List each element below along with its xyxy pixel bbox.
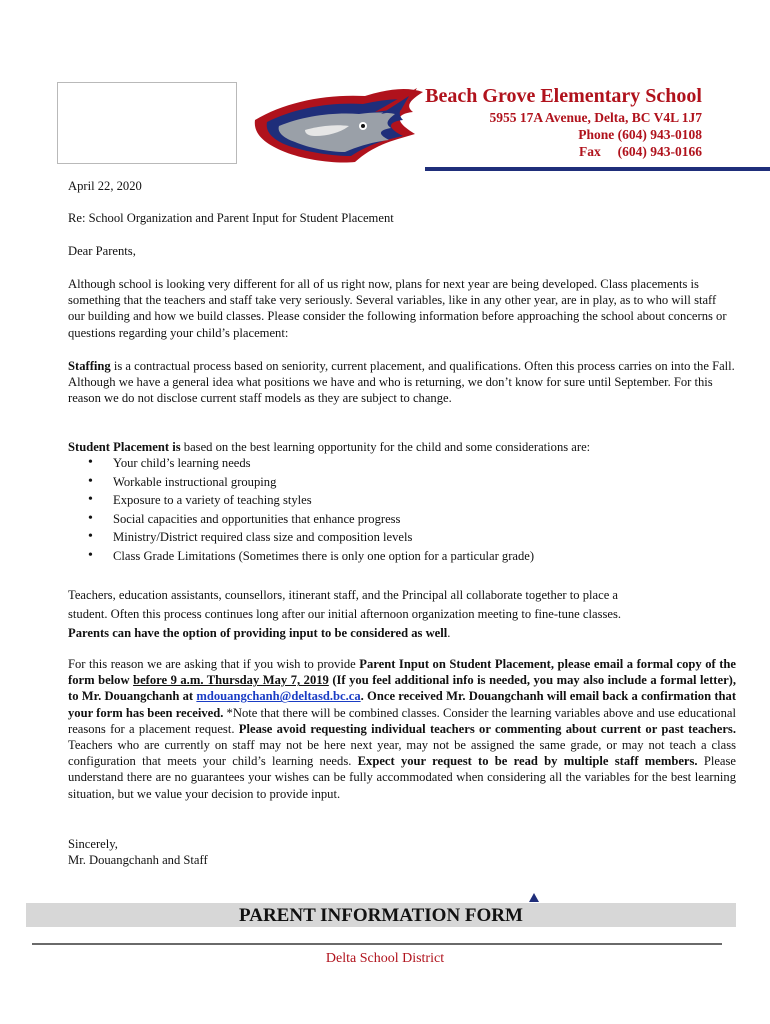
- request-text-4: Please understand there are no guarantees your wishes can be fully accommodated when considering all the variables for the best learning situation, but we value your decision to provide input.: [68, 754, 737, 801]
- email-link[interactable]: mdouangchanh@deltasd.bc.ca: [196, 689, 361, 704]
- considerations-list: [68, 454, 736, 566]
- collaboration-paragraph: [68, 586, 736, 643]
- collab-line-2: student. Often this process continues long after our initial afternoon organization meeting to fine-tune classes.: [68, 607, 622, 621]
- request-bold-3: . Once received Mr. Douangchanh will email back a confirmation that your form has been received.: [68, 689, 737, 720]
- placement-paragraph: [68, 439, 736, 455]
- letter-salutation: Dear Parents,: [68, 244, 136, 258]
- collab-line-1: Teachers, education assistants, counsellors, itinerant staff, and the Principal all collaborate together to place a: [68, 588, 619, 602]
- letter-closing: Sincerely,: [68, 837, 118, 851]
- intro-paragraph: Although school is looking very different for all of us right now, plans for next year are being developed. Class placements is something that the teachers and staff take very seriously. Several variables, like in any other year, are in play, as to who will staff our building and how we build classes. Please consider the following information before approaching the school about concerns or questions regarding your child’s placement:: [68, 277, 727, 340]
- letter-signature: Mr. Douangchanh and Staff: [68, 853, 208, 867]
- staffing-text: is a contractual process based on seniority, current placement, and qualifications. Often this process carries on into the Fall. Although we have a general idea what positions we have and who is returning, we don’t know for sure until September. For this reason we do not disclose current staff models as they are subject to change.: [68, 359, 735, 406]
- form-title: PARENT INFORMATION FORM: [239, 905, 523, 926]
- letter-date: April 22, 2020: [68, 179, 142, 193]
- list-item: • Workable instructional grouping: [68, 473, 736, 492]
- district-name: Delta School District: [325, 951, 445, 966]
- staffing-paragraph: [68, 358, 736, 407]
- list-item: • Ministry/District required class size and composition levels: [68, 528, 736, 547]
- collab-bold: Parents can have the option of providing input to be considered as well: [68, 626, 448, 640]
- request-paragraph: [68, 656, 736, 802]
- logo-placeholder: [57, 82, 237, 164]
- staffing-label: Staffing: [68, 359, 111, 373]
- school-address: 5955 17A Avenue, Delta, BC V4L 1J7: [489, 110, 702, 125]
- request-bold-5: Expect your request to be read by multiple staff members.: [357, 754, 698, 769]
- list-item: • Class Grade Limitations (Sometimes there is only one option for a particular grade): [68, 547, 736, 566]
- request-text-1: For this reason we are asking that if you wish to provide: [68, 657, 360, 671]
- request-bold-1: Parent Input on Student Placement, please email a formal copy of the form below: [68, 657, 736, 688]
- header-rule: [425, 167, 770, 171]
- form-rule: [32, 943, 722, 945]
- triangle-marker-icon: [529, 893, 539, 902]
- request-text-3: Teachers who are currently on staff may not be here next year, may not be assigned the same grade, or may not teach a class configuration that meets your child’s learning needs.: [68, 738, 736, 769]
- collab-end: .: [447, 626, 451, 640]
- collab-line-3: [68, 624, 736, 643]
- list-item: • Social capacities and opportunities that enhance progress: [68, 510, 736, 529]
- school-name: Beach Grove Elementary School: [425, 85, 702, 107]
- request-bold-4: Please avoid requesting individual teachers or commenting about current or past teachers.: [238, 721, 736, 736]
- request-bold-2: (If you feel additional info is needed, you may also include a formal letter), to Mr. Douangchanh at: [68, 673, 736, 704]
- list-item: • Your child’s learning needs: [68, 454, 736, 473]
- placement-label: Student Placement is: [68, 440, 181, 454]
- request-deadline: before 9 a.m. Thursday May 7, 2019: [133, 673, 329, 688]
- request-text-2: *Note that there will be combined classes. Consider the learning variables above and use educational reasons for a placement request.: [68, 705, 736, 736]
- letter-subject: Re: School Organization and Parent Input for Student Placement: [68, 211, 394, 225]
- school-fax: Fax (604) 943-0166: [579, 144, 702, 159]
- list-item: • Exposure to a variety of teaching styles: [68, 491, 736, 510]
- school-phone: Phone (604) 943-0108: [578, 127, 702, 142]
- wolf-mascot-logo: [245, 82, 435, 174]
- placement-text: based on the best learning opportunity for the child and some considerations are:: [180, 440, 591, 454]
